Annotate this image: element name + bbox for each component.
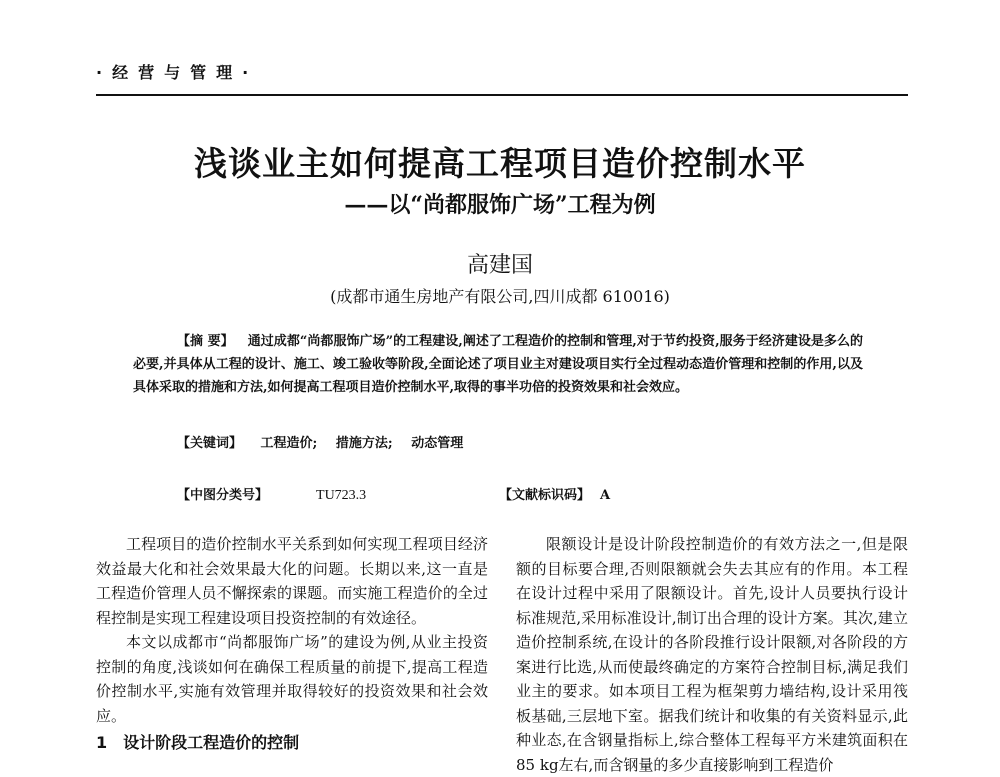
paragraph: 限额设计是设计阶段控制造价的有效方法之一,但是限额的目标要合理,否则限额就会失去其应有的作用。本工程在设计过程中采用了限额设计。首先,设计人员要执行设计标准规范,采用标准设计,制订出合理的设计方案。其次,建立造价控制系统,在设计的各阶段推行设计限额,对各阶段的方案进行比选,从而使最终确定的方案符合控制目标,满足我们业主的要求。如本项目工程为框架剪力墙结构,设计采用筏板基础,三层地下室。据我们统计和收集的有关资料显示,此种业态,在含钢量指标上,综合整体工程每平方米建筑面积在85 kg左右,而含钢量的多少直接影响到工程造价: [516, 535, 908, 774]
classification-label: 【中图分类号】: [177, 488, 269, 503]
section-title: 设计阶段工程造价的控制: [123, 733, 300, 752]
author-affiliation: (成都市通生房地产有限公司,四川成都 610016): [330, 287, 670, 306]
abstract-label: 【摘 要】: [177, 334, 234, 349]
classification-number: [177, 484, 366, 504]
article-subtitle: ——以“尚都服饰广场”工程为例: [344, 192, 656, 218]
document-code: [499, 484, 610, 503]
abstract-text: 通过成都“尚都服饰广场”的工程建设,阐述了工程造价的控制和管理,对于节约投资,服务于经济建设是多么的必要,并具体从工程的设计、施工、竣工验收等阶段,全面论述了项目业主对建设项目实行全过程动态造价管理和控制的作用,以及具体采取的措施和方法,如何提高工程项目造价控制水平,取得的事半功倍的投资效果和社会效应。: [133, 334, 863, 395]
keywords-label: 【关键词】: [177, 436, 243, 451]
article-title: 浅谈业主如何提高工程项目造价控制水平: [194, 144, 806, 183]
keyword-item: 工程造价;: [260, 436, 318, 451]
author-name: 高建国: [466, 253, 533, 278]
abstract: [133, 330, 863, 399]
keyword-item: 动态管理: [411, 436, 464, 451]
section-heading: [96, 730, 488, 756]
document-code-label: 【文献标识码】: [499, 488, 591, 503]
body-column-right: [516, 532, 908, 777]
classification-value: TU723.3: [316, 488, 367, 503]
section-number: 1: [96, 733, 108, 752]
abstract-body: [133, 330, 863, 399]
journal-section: ·经营与管理·: [96, 63, 259, 82]
document-code-value: A: [600, 488, 611, 503]
paragraph: 工程项目的造价控制水平关系到如何实现工程项目经济效益最大化和社会效果最大化的问题。长期以来,这一直是工程造价管理人员不懈探索的课题。而实施工程造价的全过程控制是实现工程建设项目投资控制的有效途径。: [96, 535, 488, 627]
paragraph: 本文以成都市“尚都服饰广场”的建设为例,从业主投资控制的角度,浅谈如何在确保工程质量的前提下,提高工程造价控制水平,实施有效管理并取得较好的投资效果和社会效应。: [96, 633, 488, 725]
keywords: [177, 432, 477, 451]
keyword-item: 措施方法;: [335, 436, 393, 451]
journal-header: [96, 58, 908, 96]
body-column-left: [96, 532, 488, 756]
